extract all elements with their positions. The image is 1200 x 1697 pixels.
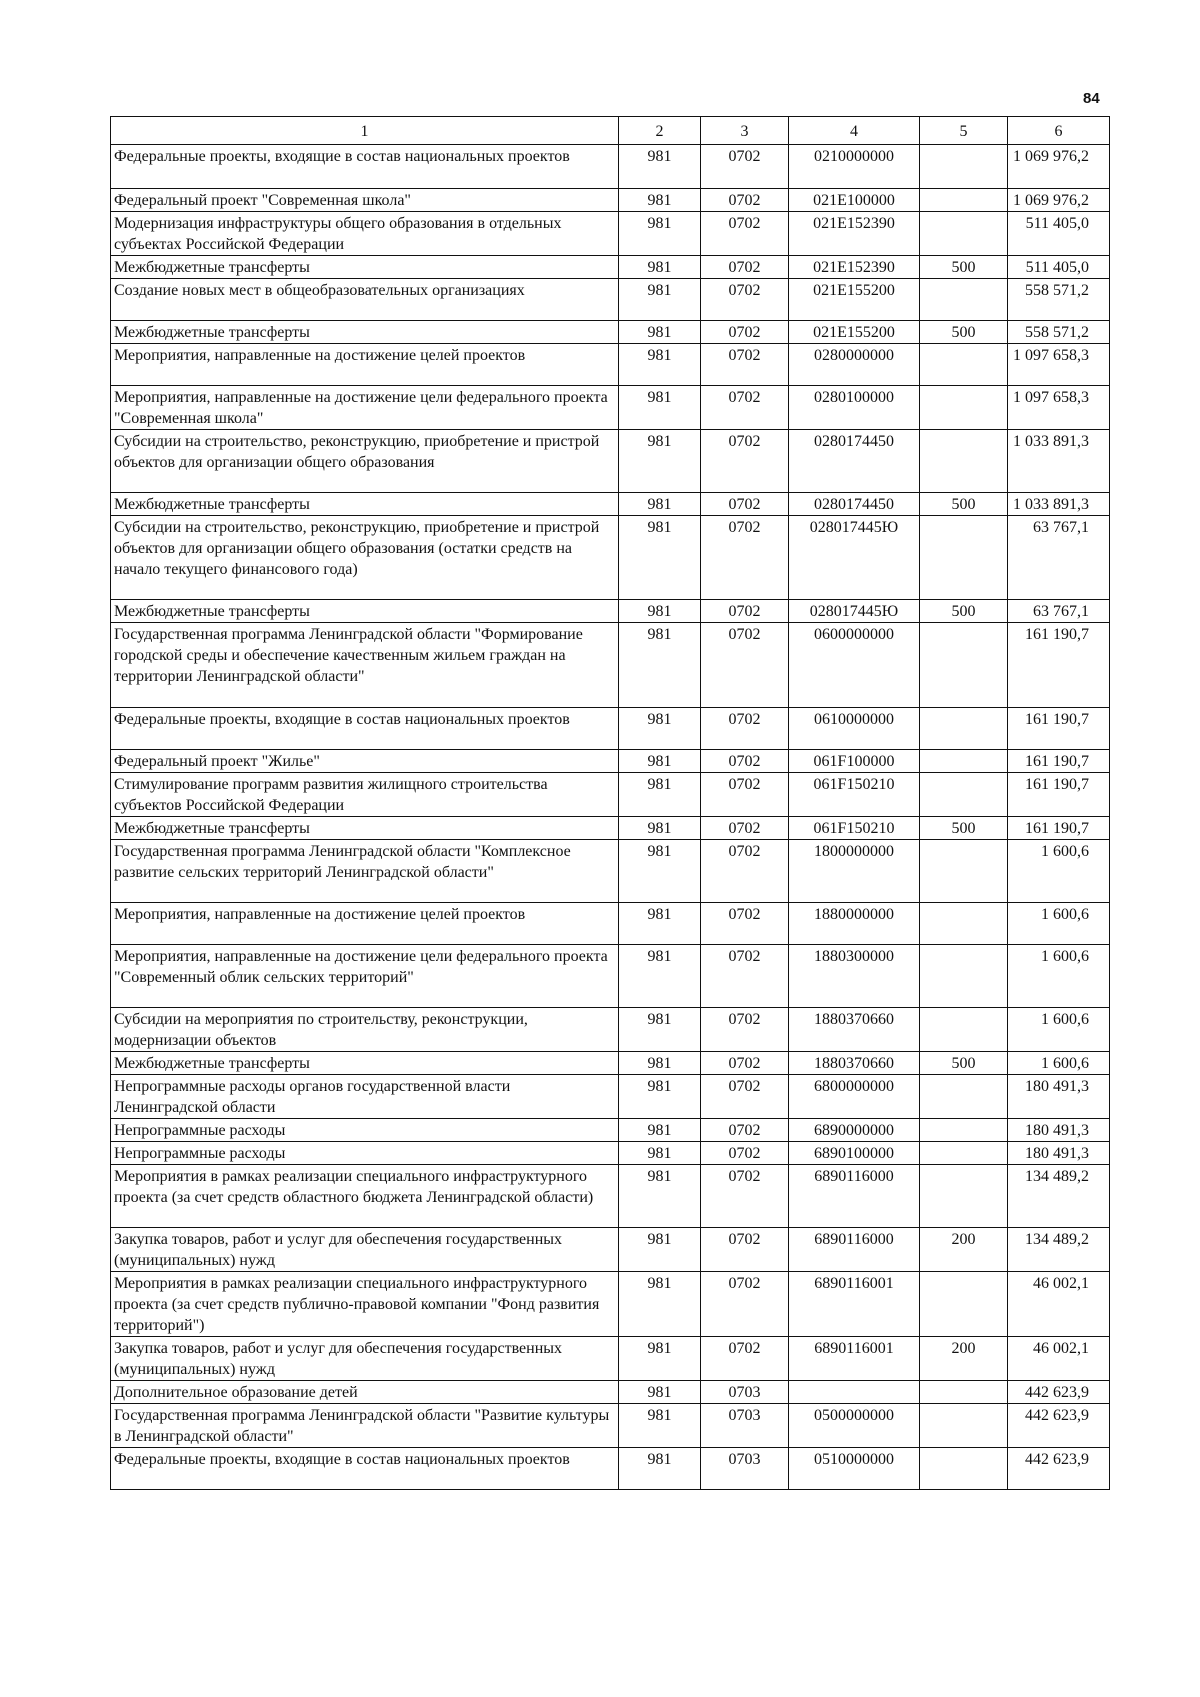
row-section-cell: 0703 <box>701 1404 789 1448</box>
row-expense-type-cell <box>920 750 1008 773</box>
row-section-cell: 0702 <box>701 600 789 623</box>
row-section-cell: 0702 <box>701 279 789 321</box>
row-expense-type-cell <box>920 386 1008 430</box>
table-row <box>111 1075 1110 1119</box>
row-ved-cell: 981 <box>619 1448 701 1490</box>
row-expense-type-cell <box>920 1381 1008 1404</box>
row-ved-cell: 981 <box>619 1142 701 1165</box>
row-target-code-cell: 028017445Ю <box>789 516 920 600</box>
row-section-cell: 0702 <box>701 256 789 279</box>
row-ved-cell: 981 <box>619 1008 701 1052</box>
row-section-cell: 0702 <box>701 840 789 903</box>
row-name-cell: Межбюджетные трансферты <box>111 493 619 516</box>
row-section-cell: 0702 <box>701 817 789 840</box>
row-name-cell: Федеральный проект "Современная школа" <box>111 189 619 212</box>
row-name-cell: Межбюджетные трансферты <box>111 1052 619 1075</box>
table-row <box>111 1337 1110 1381</box>
row-expense-type-cell <box>920 708 1008 750</box>
table-row <box>111 430 1110 493</box>
table-row <box>111 1448 1110 1490</box>
row-ved-cell: 981 <box>619 1075 701 1119</box>
row-target-code-cell: 061F100000 <box>789 750 920 773</box>
row-name-cell: Мероприятия в рамках реализации специального инфраструктурного проекта (за счет средств публично-правовой компании "Фонд развития территорий") <box>111 1272 619 1337</box>
row-ved-cell: 981 <box>619 189 701 212</box>
row-target-code-cell: 021Е152390 <box>789 256 920 279</box>
header-cell: 3 <box>701 117 789 145</box>
header-cell: 2 <box>619 117 701 145</box>
row-target-code-cell: 061F150210 <box>789 773 920 817</box>
row-sum-cell: 442 623,9 <box>1008 1448 1110 1490</box>
row-name-cell: Мероприятия, направленные на достижение цели федерального проекта "Современный облик сельских территорий" <box>111 945 619 1008</box>
table-row <box>111 945 1110 1008</box>
header-cell: 6 <box>1008 117 1110 145</box>
row-section-cell: 0702 <box>701 708 789 750</box>
row-name-cell: Закупка товаров, работ и услуг для обеспечения государственных (муниципальных) нужд <box>111 1228 619 1272</box>
row-sum-cell: 161 190,7 <box>1008 623 1110 708</box>
row-ved-cell: 981 <box>619 493 701 516</box>
row-name-cell: Межбюджетные трансферты <box>111 600 619 623</box>
row-section-cell: 0702 <box>701 212 789 256</box>
table-row <box>111 773 1110 817</box>
row-name-cell: Межбюджетные трансферты <box>111 256 619 279</box>
row-expense-type-cell <box>920 945 1008 1008</box>
row-sum-cell: 1 600,6 <box>1008 945 1110 1008</box>
table-row <box>111 1008 1110 1052</box>
row-name-cell: Государственная программа Ленинградской области "Развитие культуры в Ленинградской области" <box>111 1404 619 1448</box>
row-sum-cell: 46 002,1 <box>1008 1337 1110 1381</box>
row-sum-cell: 1 600,6 <box>1008 903 1110 945</box>
row-expense-type-cell <box>920 1165 1008 1228</box>
row-section-cell: 0703 <box>701 1448 789 1490</box>
row-ved-cell: 981 <box>619 1165 701 1228</box>
row-name-cell: Субсидии на строительство, реконструкцию, приобретение и пристрой объектов для организации общего образования <box>111 430 619 493</box>
row-name-cell: Создание новых мест в общеобразовательных организациях <box>111 279 619 321</box>
row-ved-cell: 981 <box>619 1272 701 1337</box>
row-expense-type-cell <box>920 1008 1008 1052</box>
row-name-cell: Субсидии на строительство, реконструкцию, приобретение и пристрой объектов для организации общего образования (остатки средств на начало текущего финансового года) <box>111 516 619 600</box>
table-row <box>111 256 1110 279</box>
row-section-cell: 0702 <box>701 1272 789 1337</box>
row-ved-cell: 981 <box>619 1404 701 1448</box>
row-ved-cell: 981 <box>619 1228 701 1272</box>
row-name-cell: Государственная программа Ленинградской области "Формирование городской среды и обеспечение качественным жильем граждан на территории Ленинградской области" <box>111 623 619 708</box>
row-name-cell: Непрограммные расходы органов государственной власти Ленинградской области <box>111 1075 619 1119</box>
row-target-code-cell: 021Е152390 <box>789 212 920 256</box>
table-row <box>111 750 1110 773</box>
row-expense-type-cell <box>920 516 1008 600</box>
row-sum-cell: 1 069 976,2 <box>1008 189 1110 212</box>
row-name-cell: Межбюджетные трансферты <box>111 817 619 840</box>
row-sum-cell: 161 190,7 <box>1008 817 1110 840</box>
row-name-cell: Мероприятия в рамках реализации специального инфраструктурного проекта (за счет средств областного бюджета Ленинградской области) <box>111 1165 619 1228</box>
row-expense-type-cell <box>920 1119 1008 1142</box>
row-target-code-cell: 6890116001 <box>789 1337 920 1381</box>
row-sum-cell: 180 491,3 <box>1008 1075 1110 1119</box>
row-target-code-cell: 0210000000 <box>789 145 920 189</box>
row-ved-cell: 981 <box>619 256 701 279</box>
row-target-code-cell: 021Е100000 <box>789 189 920 212</box>
table-header-row <box>111 117 1110 145</box>
row-sum-cell: 558 571,2 <box>1008 279 1110 321</box>
budget-table <box>110 116 1110 1490</box>
row-sum-cell: 558 571,2 <box>1008 321 1110 344</box>
table-row <box>111 212 1110 256</box>
table-row <box>111 344 1110 386</box>
row-section-cell: 0702 <box>701 321 789 344</box>
row-target-code-cell: 1880370660 <box>789 1008 920 1052</box>
table-row <box>111 189 1110 212</box>
row-target-code-cell: 6890000000 <box>789 1119 920 1142</box>
row-sum-cell: 134 489,2 <box>1008 1228 1110 1272</box>
row-expense-type-cell <box>920 279 1008 321</box>
table-row <box>111 1272 1110 1337</box>
table-row <box>111 321 1110 344</box>
row-target-code-cell: 6890116001 <box>789 1272 920 1337</box>
row-expense-type-cell <box>920 1404 1008 1448</box>
row-section-cell: 0703 <box>701 1381 789 1404</box>
row-ved-cell: 981 <box>619 623 701 708</box>
row-ved-cell: 981 <box>619 817 701 840</box>
row-sum-cell: 1 600,6 <box>1008 1008 1110 1052</box>
row-sum-cell: 1 600,6 <box>1008 840 1110 903</box>
row-expense-type-cell: 500 <box>920 321 1008 344</box>
row-ved-cell: 981 <box>619 708 701 750</box>
row-sum-cell: 180 491,3 <box>1008 1142 1110 1165</box>
row-ved-cell: 981 <box>619 212 701 256</box>
row-target-code-cell: 061F150210 <box>789 817 920 840</box>
row-expense-type-cell <box>920 1075 1008 1119</box>
row-sum-cell: 63 767,1 <box>1008 516 1110 600</box>
table-row <box>111 516 1110 600</box>
row-target-code-cell: 0280000000 <box>789 344 920 386</box>
table-row <box>111 817 1110 840</box>
table-row <box>111 623 1110 708</box>
row-name-cell: Федеральный проект "Жилье" <box>111 750 619 773</box>
row-expense-type-cell <box>920 344 1008 386</box>
row-ved-cell: 981 <box>619 1052 701 1075</box>
row-section-cell: 0702 <box>701 1008 789 1052</box>
header-cell: 5 <box>920 117 1008 145</box>
row-target-code-cell: 0510000000 <box>789 1448 920 1490</box>
row-ved-cell: 981 <box>619 945 701 1008</box>
row-section-cell: 0702 <box>701 1228 789 1272</box>
row-section-cell: 0702 <box>701 386 789 430</box>
row-section-cell: 0702 <box>701 945 789 1008</box>
row-target-code-cell <box>789 1381 920 1404</box>
row-target-code-cell: 0280100000 <box>789 386 920 430</box>
row-name-cell: Модернизация инфраструктуры общего образования в отдельных субъектах Российской Федерации <box>111 212 619 256</box>
row-target-code-cell: 0280174450 <box>789 493 920 516</box>
row-section-cell: 0702 <box>701 516 789 600</box>
row-ved-cell: 981 <box>619 145 701 189</box>
row-section-cell: 0702 <box>701 145 789 189</box>
row-expense-type-cell <box>920 189 1008 212</box>
header-cell: 1 <box>111 117 619 145</box>
row-ved-cell: 981 <box>619 1337 701 1381</box>
row-target-code-cell: 021Е155200 <box>789 321 920 344</box>
row-name-cell: Субсидии на мероприятия по строительству, реконструкции, модернизации объектов <box>111 1008 619 1052</box>
row-section-cell: 0702 <box>701 189 789 212</box>
row-target-code-cell: 1800000000 <box>789 840 920 903</box>
row-ved-cell: 981 <box>619 600 701 623</box>
row-expense-type-cell: 500 <box>920 817 1008 840</box>
row-name-cell: Мероприятия, направленные на достижение цели федерального проекта "Современная школа" <box>111 386 619 430</box>
row-expense-type-cell <box>920 623 1008 708</box>
row-ved-cell: 981 <box>619 773 701 817</box>
table-row <box>111 279 1110 321</box>
row-expense-type-cell <box>920 1272 1008 1337</box>
row-target-code-cell: 0500000000 <box>789 1404 920 1448</box>
row-section-cell: 0702 <box>701 1052 789 1075</box>
table-row <box>111 1381 1110 1404</box>
row-name-cell: Стимулирование программ развития жилищного строительства субъектов Российской Федерации <box>111 773 619 817</box>
row-name-cell: Мероприятия, направленные на достижение целей проектов <box>111 344 619 386</box>
row-sum-cell: 134 489,2 <box>1008 1165 1110 1228</box>
row-name-cell: Межбюджетные трансферты <box>111 321 619 344</box>
row-sum-cell: 161 190,7 <box>1008 750 1110 773</box>
table-row <box>111 1142 1110 1165</box>
table-row <box>111 1052 1110 1075</box>
row-name-cell: Дополнительное образование детей <box>111 1381 619 1404</box>
row-target-code-cell: 6890116000 <box>789 1228 920 1272</box>
row-sum-cell: 1 600,6 <box>1008 1052 1110 1075</box>
header-cell: 4 <box>789 117 920 145</box>
row-sum-cell: 63 767,1 <box>1008 600 1110 623</box>
row-ved-cell: 981 <box>619 386 701 430</box>
row-section-cell: 0702 <box>701 1142 789 1165</box>
row-expense-type-cell: 500 <box>920 493 1008 516</box>
row-ved-cell: 981 <box>619 840 701 903</box>
row-target-code-cell: 028017445Ю <box>789 600 920 623</box>
row-target-code-cell: 6890116000 <box>789 1165 920 1228</box>
row-target-code-cell: 021Е155200 <box>789 279 920 321</box>
row-name-cell: Мероприятия, направленные на достижение целей проектов <box>111 903 619 945</box>
row-target-code-cell: 1880370660 <box>789 1052 920 1075</box>
row-name-cell: Закупка товаров, работ и услуг для обеспечения государственных (муниципальных) нужд <box>111 1337 619 1381</box>
row-ved-cell: 981 <box>619 344 701 386</box>
row-section-cell: 0702 <box>701 750 789 773</box>
row-expense-type-cell <box>920 840 1008 903</box>
row-expense-type-cell <box>920 430 1008 493</box>
row-expense-type-cell <box>920 145 1008 189</box>
row-sum-cell: 46 002,1 <box>1008 1272 1110 1337</box>
row-target-code-cell: 6890100000 <box>789 1142 920 1165</box>
row-target-code-cell: 1880000000 <box>789 903 920 945</box>
row-sum-cell: 1 033 891,3 <box>1008 430 1110 493</box>
table-row <box>111 1165 1110 1228</box>
row-expense-type-cell: 500 <box>920 256 1008 279</box>
row-ved-cell: 981 <box>619 430 701 493</box>
row-sum-cell: 442 623,9 <box>1008 1404 1110 1448</box>
table-row <box>111 386 1110 430</box>
row-expense-type-cell <box>920 212 1008 256</box>
row-section-cell: 0702 <box>701 430 789 493</box>
row-section-cell: 0702 <box>701 903 789 945</box>
row-name-cell: Федеральные проекты, входящие в состав национальных проектов <box>111 145 619 189</box>
row-sum-cell: 511 405,0 <box>1008 212 1110 256</box>
table-row <box>111 903 1110 945</box>
row-ved-cell: 981 <box>619 279 701 321</box>
row-ved-cell: 981 <box>619 1381 701 1404</box>
row-ved-cell: 981 <box>619 750 701 773</box>
table-row <box>111 708 1110 750</box>
row-sum-cell: 442 623,9 <box>1008 1381 1110 1404</box>
row-section-cell: 0702 <box>701 1119 789 1142</box>
table-row <box>111 1404 1110 1448</box>
row-expense-type-cell: 500 <box>920 1052 1008 1075</box>
row-expense-type-cell <box>920 903 1008 945</box>
row-sum-cell: 1 033 891,3 <box>1008 493 1110 516</box>
row-ved-cell: 981 <box>619 321 701 344</box>
table-row <box>111 1228 1110 1272</box>
row-ved-cell: 981 <box>619 516 701 600</box>
row-target-code-cell: 6800000000 <box>789 1075 920 1119</box>
row-expense-type-cell <box>920 1448 1008 1490</box>
row-name-cell: Федеральные проекты, входящие в состав национальных проектов <box>111 1448 619 1490</box>
row-sum-cell: 511 405,0 <box>1008 256 1110 279</box>
row-sum-cell: 180 491,3 <box>1008 1119 1110 1142</box>
row-name-cell: Федеральные проекты, входящие в состав национальных проектов <box>111 708 619 750</box>
row-target-code-cell: 0280174450 <box>789 430 920 493</box>
row-ved-cell: 981 <box>619 903 701 945</box>
row-target-code-cell: 1880300000 <box>789 945 920 1008</box>
table-row <box>111 145 1110 189</box>
row-expense-type-cell <box>920 773 1008 817</box>
row-sum-cell: 161 190,7 <box>1008 708 1110 750</box>
table-row <box>111 840 1110 903</box>
row-section-cell: 0702 <box>701 623 789 708</box>
row-section-cell: 0702 <box>701 1165 789 1228</box>
row-sum-cell: 161 190,7 <box>1008 773 1110 817</box>
row-section-cell: 0702 <box>701 1337 789 1381</box>
row-section-cell: 0702 <box>701 773 789 817</box>
row-expense-type-cell: 500 <box>920 600 1008 623</box>
row-name-cell: Непрограммные расходы <box>111 1142 619 1165</box>
row-sum-cell: 1 097 658,3 <box>1008 344 1110 386</box>
row-sum-cell: 1 097 658,3 <box>1008 386 1110 430</box>
row-section-cell: 0702 <box>701 1075 789 1119</box>
row-section-cell: 0702 <box>701 344 789 386</box>
row-target-code-cell: 0610000000 <box>789 708 920 750</box>
table-row <box>111 600 1110 623</box>
row-name-cell: Государственная программа Ленинградской области "Комплексное развитие сельских территорий Ленинградской области" <box>111 840 619 903</box>
row-expense-type-cell: 200 <box>920 1337 1008 1381</box>
row-expense-type-cell <box>920 1142 1008 1165</box>
row-target-code-cell: 0600000000 <box>789 623 920 708</box>
row-sum-cell: 1 069 976,2 <box>1008 145 1110 189</box>
row-section-cell: 0702 <box>701 493 789 516</box>
row-ved-cell: 981 <box>619 1119 701 1142</box>
row-expense-type-cell: 200 <box>920 1228 1008 1272</box>
row-name-cell: Непрограммные расходы <box>111 1119 619 1142</box>
table-row <box>111 493 1110 516</box>
page-number: 84 <box>1083 90 1100 107</box>
table-row <box>111 1119 1110 1142</box>
